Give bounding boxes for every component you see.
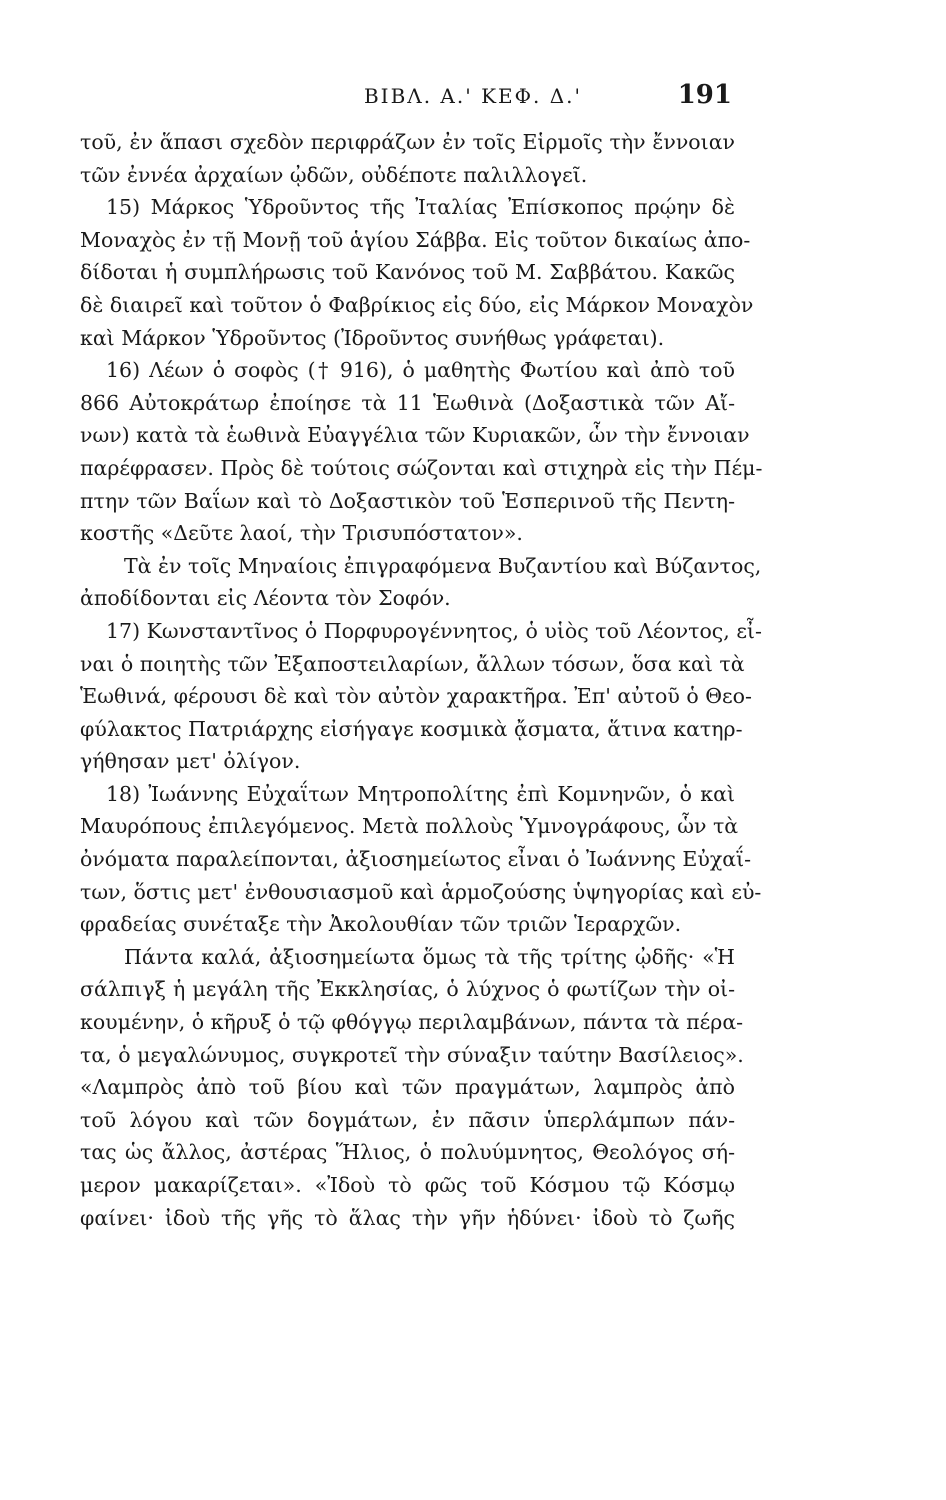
text-line: γήθησαν μετ' ὀλίγον.: [80, 749, 301, 774]
text-line: φύλακτος Πατριάρχης εἰσήγαγε κοσμικὰ ᾄσματα, ἅτινα κατηρ-: [80, 716, 743, 741]
text-line: 15) Μάρκος Ὑδροῦντος τῆς Ἰταλίας Ἐπίσκοπος πρῴην δὲ: [106, 195, 735, 220]
text-line: τας ὡς ἄλλος, ἀστέρας Ἥλιος, ὁ πολυύμνητος, Θεολόγος σή-: [80, 1140, 735, 1165]
text-line: 16) Λέων ὁ σοφὸς († 916), ὁ μαθητὴς Φωτίου καὶ ἀπὸ τοῦ: [106, 358, 735, 383]
text-line: Πάντα καλά, ἀξιοσημείωτα ὅμως τὰ τῆς τρίτης ᾠδῆς· «Ἡ: [124, 944, 735, 969]
text-line: δίδοται ἡ συμπλήρωσις τοῦ Κανόνος τοῦ Μ. Σαββάτου. Κακῶς: [80, 260, 735, 285]
body-text: [80, 126, 763, 1234]
text-line: κουμένην, ὁ κῆρυξ ὁ τῷ φθόγγῳ περιλαμβάνων, πάντα τὰ πέρα-: [80, 1010, 744, 1035]
text-line: τοῦ λόγου καὶ τῶν δογμάτων, ἐν πᾶσιν ὑπερλάμπων πάν-: [80, 1107, 735, 1132]
text-line: «Λαμπρὸς ἀπὸ τοῦ βίου καὶ τῶν πραγμάτων, λαμπρὸς ἀπὸ: [80, 1075, 735, 1100]
text-line: 17) Κωνσταντῖνος ὁ Πορφυρογέννητος, ὁ υἱὸς τοῦ Λέοντος, εἶ-: [106, 618, 762, 643]
text-line: 18) Ἰωάννης Εὐχαΐτων Μητροπολίτης ἐπὶ Κομνηνῶν, ὁ καὶ: [106, 781, 735, 806]
text-line: ὀνόματα παραλείπονται, ἀξιοσημείωτος εἶναι ὁ Ἰωάννης Εὐχαΐ-: [80, 847, 752, 872]
text-line: φραδείας συνέταξε τὴν Ἀκολουθίαν τῶν τριῶν Ἱεραρχῶν.: [80, 912, 682, 937]
text-line: ἀποδίδονται εἰς Λέοντα τὸν Σοφόν.: [80, 586, 451, 611]
text-line: κοστῆς «Δεῦτε λαοί, τὴν Τρισυπόστατον».: [80, 521, 523, 546]
text-line: τῶν ἐννέα ἀρχαίων ᾠδῶν, οὐδέποτε παλιλλογεῖ.: [80, 162, 588, 187]
running-title: ΒΙΒΛ. Α.' ΚΕΦ. Δ.': [363, 84, 583, 108]
text-line: τα, ὁ μεγαλώνυμος, συγκροτεῖ τὴν σύναξιν ταύτην Βασίλειος».: [80, 1042, 744, 1067]
text-line: τοῦ, ἐν ἅπασι σχεδὸν περιφράζων ἐν τοῖς Εἱρμοῖς τὴν ἔννοιαν: [80, 130, 735, 154]
text-line: μερον μακαρίζεται». «Ἰδοὺ τὸ φῶς τοῦ Κόσμου τῷ Κόσμῳ: [80, 1173, 735, 1197]
text-line: ναι ὁ ποιητὴς τῶν Ἐξαποστειλαρίων, ἄλλων τόσων, ὅσα καὶ τὰ: [80, 651, 745, 676]
text-line: των, ὅστις μετ' ἐνθουσιασμοῦ καὶ ἁρμοζούσης ὑψηγορίας καὶ εὐ-: [80, 879, 762, 904]
text-line: πτην τῶν Βαΐων καὶ τὸ Δοξαστικὸν τοῦ Ἑσπερινοῦ τῆς Πεντη-: [80, 488, 735, 513]
text-line: φαίνει· ἰδοὺ τῆς γῆς τὸ ἅλας τὴν γῆν ἡδύνει· ἰδοὺ τὸ ζωῆς: [80, 1205, 735, 1230]
text-line: καὶ Μάρκον Ὑδροῦντος (Ἰδροῦντος συνήθως γράφεται).: [80, 325, 665, 350]
text-line: παρέφρασεν. Πρὸς δὲ τούτοις σώζονται καὶ στιχηρὰ εἰς τὴν Πέμ-: [80, 455, 763, 480]
text-line: νων) κατὰ τὰ ἑωθινὰ Εὐαγγέλια τῶν Κυριακῶν, ὧν τὴν ἔννοιαν: [80, 423, 750, 448]
running-head: [0, 80, 946, 116]
text-line: σάλπιγξ ἡ μεγάλη τῆς Ἐκκλησίας, ὁ λύχνος ὁ φωτίζων τὴν οἰ-: [80, 977, 735, 1002]
page-number: 191: [677, 80, 732, 110]
text-line: Τὰ ἐν τοῖς Μηναίοις ἐπιγραφόμενα Βυζαντίου καὶ Βύζαντος,: [124, 553, 762, 578]
text-line: δὲ διαιρεῖ καὶ τοῦτον ὁ Φαβρίκιος εἰς δύο, εἰς Μάρκον Μοναχὸν: [80, 292, 754, 317]
text-line: Μαυρόπους ἐπιλεγόμενος. Μετὰ πολλοὺς Ὑμνογράφους, ὧν τὰ: [80, 814, 739, 839]
text-line: Μοναχὸς ἐν τῇ Μονῇ τοῦ ἁγίου Σάββα. Εἰς τοῦτον δικαίως ἀπο-: [80, 227, 751, 252]
text-line: 866 Αὐτοκράτωρ ἐποίησε τὰ 11 Ἑωθινὰ (Δοξαστικὰ τῶν Αἴ-: [80, 390, 735, 415]
text-line: Ἑωθινά, φέρουσι δὲ καὶ τὸν αὐτὸν χαρακτῆρα. Ἐπ' αὐτοῦ ὁ Θεο-: [80, 684, 752, 709]
